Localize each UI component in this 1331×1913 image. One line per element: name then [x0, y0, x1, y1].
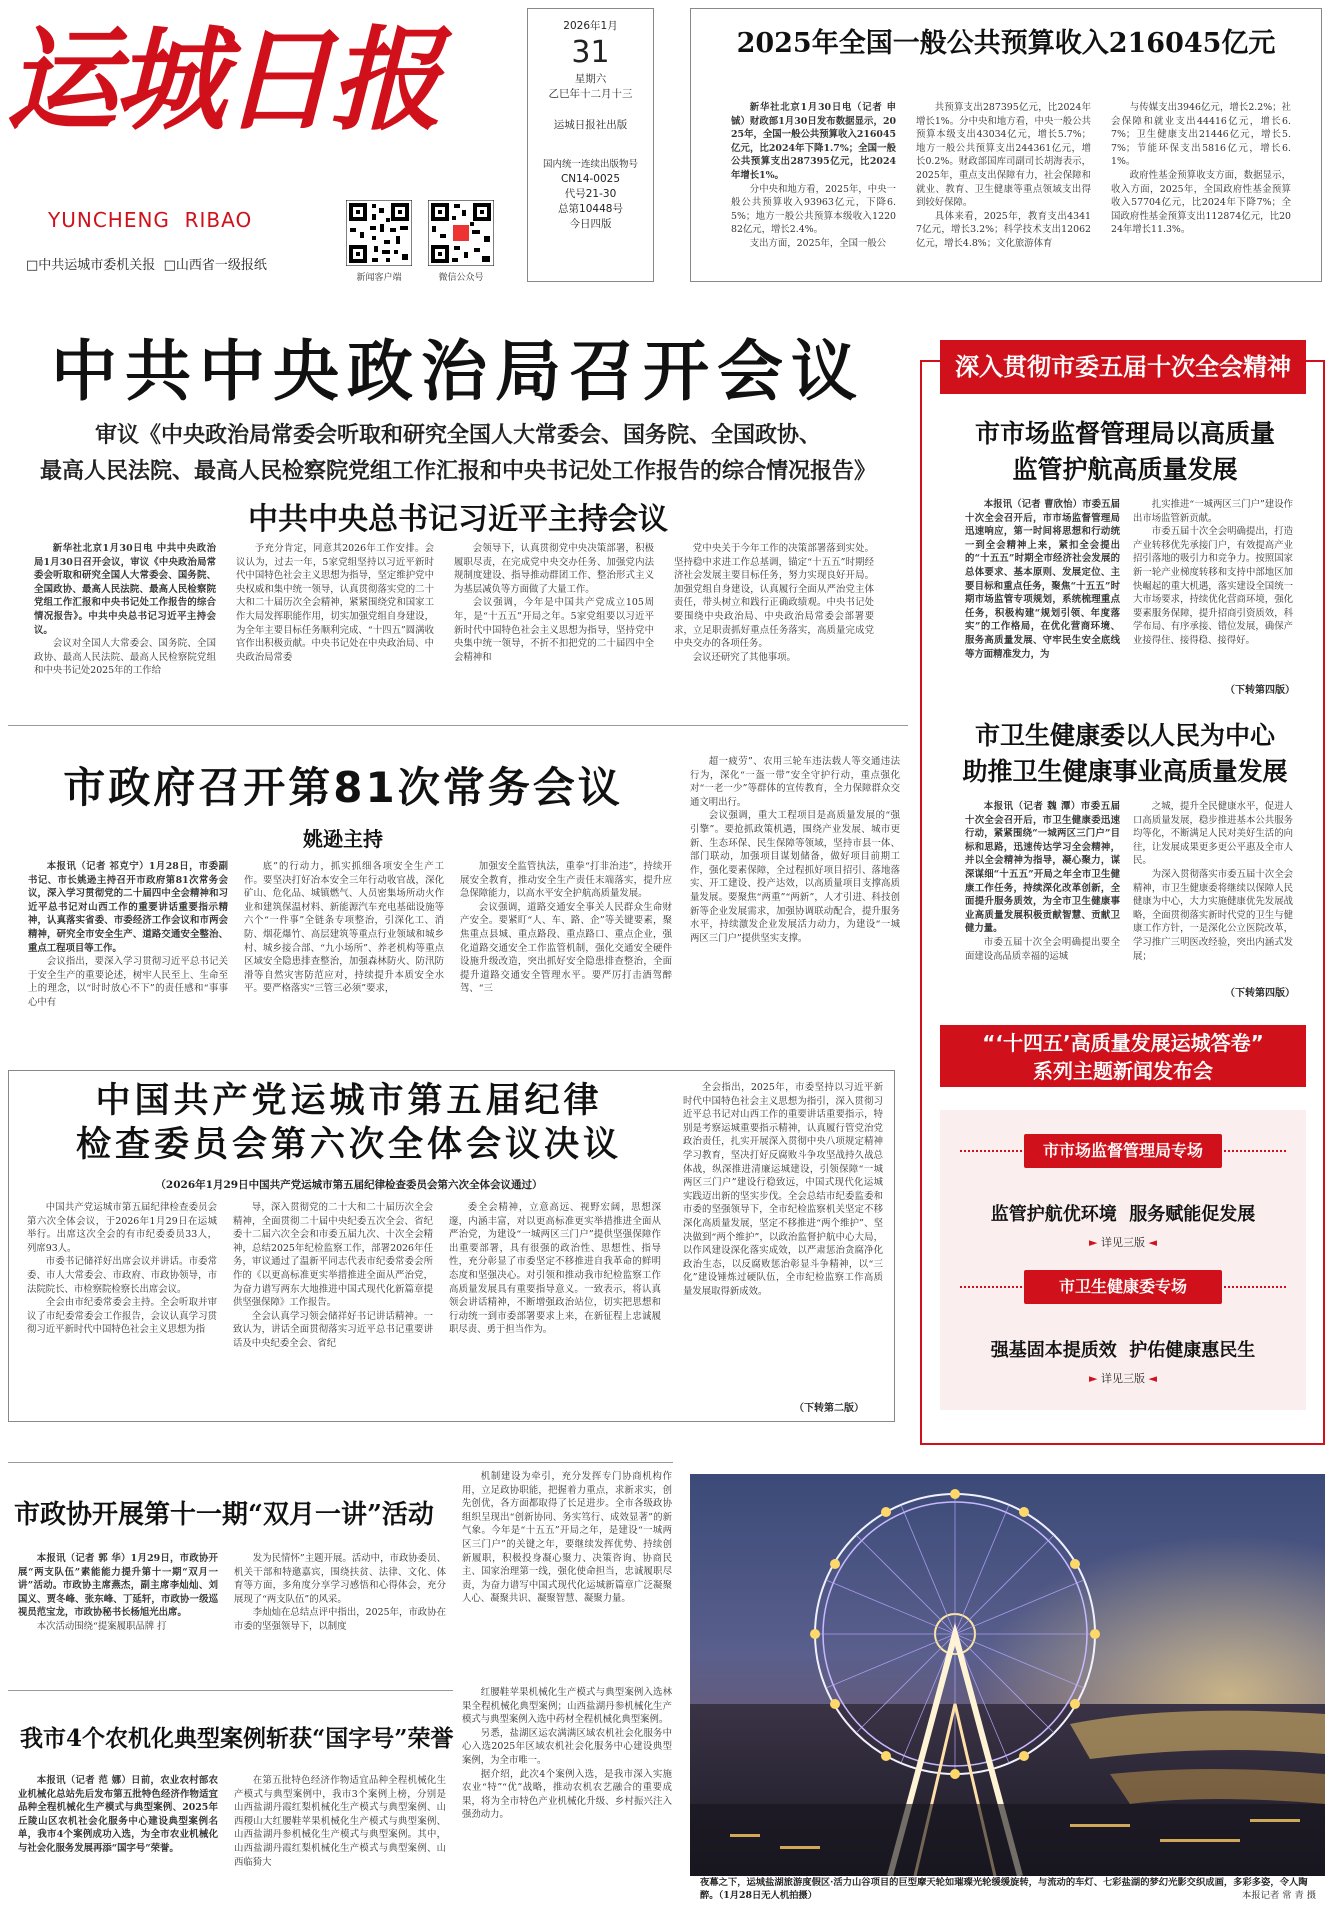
dotted-rule	[960, 1150, 1022, 1152]
discipline-col-1b: 市委书记储祥好出席会议并讲话。市委常委、市人大常委会、市政府、市政协领导，市法院院长、市检察院检察长出席会议。	[27, 1256, 217, 1295]
dotted-rule	[960, 1286, 1022, 1288]
politburo-headline: 中共中央政治局召开会议	[51, 333, 865, 410]
press-banner-line-1: “‘十四五’高质量发展运城答卷”	[982, 1031, 1264, 1055]
discipline-article	[8, 1070, 895, 1422]
politburo-col-4: 党中央关于今年工作的决策部署落到实处。坚持稳中求进工作总基调，锚定“十五五”时期经济社会发展主要目标任务，努力实现良好开局。加强党组自身建设，认真履行全面从严治党主体责任，带头树立和践行正确政绩观。中央书记处要围绕中央政治局、中央政治局常委会部署要求，立足职责抓好重点任务落实，高质量完成党中央交办的各项任务。	[674, 543, 874, 650]
health-col-2b: 为深入贯彻落实市委五届十次全会精神，市卫生健康委将继续以保障人民健康为中心，大力实施健康优先发展战略，全面贯彻落实新时代党的卫生与健康工作方针，一是深化公立医院改革，学习推广三明医改经验，突出内涵式发展；	[1133, 868, 1293, 962]
press-health-title: 强基固本提质效 护佑健康惠民生	[990, 1340, 1256, 1361]
politburo-col-2: 予充分肯定，同意其2026年工作安排。会议认为，过去一年，5家党组坚持以习近平新时代中国特色社会主义思想为指导，坚定维护党中央权威和集中统一领导，认真贯彻落实党的二十大和二十届历次全会精神，紧紧围绕党和国家工作大局发挥职能作用，切实加强党组自身建设，为全年主要目标任务顺利完成、“十四五”圆满收官作出积极贡献。中央书记处在中央政治局、中央政治局常委	[236, 543, 434, 663]
market-col-2b: 市委五届十次全会明确提出，打造产业转移优先承接门户，有效提高产业招引落地的吸引力和竞争力。按照国家新一轮产业梯度转移和支持中部地区加快崛起的重大机遇，落实建设全国统一大市场要求，持续优化营商环境，强化要素服务保障，提升招商引资质效，科学布局、有序承接、错位发展，确保产业接得住、接得稳、接得好。	[1133, 526, 1293, 646]
standing-col-1b: 会议指出，要深入学习贯彻习近平总书记关于安全生产的重要论述，树牢人民至上、生命至上的理念，以“时时放心不下”的责任感和“事事心中有	[28, 956, 228, 1008]
press-session-market: 市市场监督管理局专场	[1024, 1134, 1222, 1168]
health-col-1b: 市委五届十次全会明确提出要全面建设高品质幸福的运城	[965, 936, 1120, 962]
budget-col-1c: 支出方面，2025年，全国一般公	[749, 237, 887, 249]
qr-app[interactable]	[346, 200, 412, 283]
arrow-left-icon: ◄	[1148, 1372, 1157, 1385]
cppcc-col-1: 本报讯（记者 郭 华）1月29日，市政协开展“两支队伍”素能能力提升第十一期“双月一讲”活动。市政协主席燕杰，副主席李灿灿、刘国义、贾冬峰、张东峰、丁延轩，市政协一级巡视员范宝龙，市政协秘书长杨旭光出席。	[18, 1553, 218, 1619]
farm-col-3b: 另悉，盐湖区运农满满区域农机社会化服务中心入选2025年区域农机社会化服务中心建设典型案例，为全市唯一。	[462, 1727, 672, 1766]
masthead-pinyin: YUNCHENG RIBAO	[48, 208, 253, 232]
square-icon: □	[163, 258, 176, 273]
farm-col-2: 在第五批特色经济作物适宜品种全程机械化生产模式与典型案例中，我市3个案例上榜，分别是山西盐湖丹霞红梨机械化生产模式与典型案例、山西稷山大红腰鞋苹果机械化生产模式与典型案例、山西盐湖丹参机械化生产模式与典型案例。其中，山西盐湖丹霞红梨机械化生产模式与典型案例、山西临猗大	[234, 1775, 446, 1868]
press-panel	[940, 1110, 1306, 1410]
arrow-right-icon: ►	[1089, 1372, 1098, 1385]
photo-caption	[700, 1876, 1320, 1902]
standing-byline: 姚逊主持	[303, 827, 383, 851]
market-col-1: 本报讯（记者 曹欣怡）市委五届十次全会召开后，市市场监督管理局迅速响应，第一时间将思想和行动统一到全会精神上来，紧扣全会提出的“十五五”时期全市经济社会发展的总体要求、基本原则、发展定位、主要目标和重点任务，聚焦“十五五”时期市场监管专项规划，系统梳理重点任务，积极构建“规划引领、年度落实”的工作格局，在优化营商环境、服务高质量发展、守牢民生安全底线等方面精准发力，为	[965, 499, 1120, 660]
health-title-1: 市卫生健康委以人民为中心	[974, 721, 1275, 750]
photo-credit: 本报记者 常 青 摄	[1242, 1890, 1316, 1901]
arrow-left-icon: ◄	[1148, 1236, 1157, 1249]
ferris-wheel-photo	[690, 1474, 1325, 1876]
press-health-see-label: 详见三版	[1101, 1372, 1145, 1385]
politburo-subtitle-1: 审议《中央政治局常委会听取和研究全国人大常委会、国务院、全国政协、	[94, 422, 821, 448]
politburo-subtitle-2: 最高人民法院、最高人民检察院党组工作汇报和中央书记处工作报告的综合情况报告》	[39, 458, 876, 484]
standing-col-2: 底”的行动力，抓实抓细各项安全生产工作。要坚决打好冶本安全三年行动收官战，深化矿山、危化品、城镇燃气、人员密集场所动火作业和建筑保温材料、新能源汽车充电基础设施等六个“一件事”全链条专项整治，引深化工、消防、烟花爆竹、高层建筑等重点行业领域和城乡村、城乡接合部、“九小场所”、养老机构等重点区域安全隐患排查整治，加强森林防火、防汛防滑等自然灾害防范应对，持续提升本质安全水平。要严格落实“三管三必须”要求，	[244, 861, 444, 995]
farm-article	[8, 1682, 678, 1912]
qr-wechat[interactable]	[428, 200, 494, 283]
date-lunar: 乙巳年十二月十三	[548, 88, 633, 100]
budget-article	[690, 8, 1322, 282]
cppcc-col-3: 机制建设为牵引，充分发挥专门协商机构作用，立足政协职能，把握着力重点，求新求实，创先创优，各方面都取得了长足进步。全市各级政协组织呈现出“创新协同、务实笃行、成效显著”的新气象。今年是“十五五”开局之年，是建设“一城两区三门户”的关键之年，要继续发挥优势、持续创新履职，积极投身凝心聚力、决策咨询、协商民主、国家治理第一线，强化使命担当，忠诚履职尽责，为奋力谱写中国式现代化运城新篇章广泛凝聚人心、凝聚共识、凝聚智慧、凝聚力量。	[462, 1471, 672, 1605]
discipline-col-4: 全会指出，2025年，市委坚持以习近平新时代中国特色社会主义思想为指引，深入贯彻习近平总书记对山西工作的重要讲话重要指示，特别是考察运城重要指示精神，认真履行管党治党政治责任，扎实开展深入贯彻中央八项规定精神学习教育，坚决打好反腐败斗争攻坚战持久战总体战，纵深推进清廉运城建设，引领保障“一城两区三门户”建设行稳致远，中国式现代化运城实践迈出新的坚实步伐。全会总结市纪委监委和市委的坚强领导下，全市纪检监察机关坚定不移深化高质量发展，坚定不移推进“两个维护”、坚决做到“两个维护”，以政治监督护航中心大局，以作风建设深化落实成效，以严肃惩治贪腐净化政治生态，以反腐败惩治彰显斗争精神，以“三化”建设锤炼过硬队伍，全市纪检监察工作高质量发展取得新成效。	[683, 1082, 883, 1297]
market-col-2: 扎实推进“一城两区三门户”建设作出市场监管新贡献。	[1133, 499, 1293, 524]
theme-banner: 深入贯彻市委五届十次全会精神	[940, 340, 1306, 394]
standing-article	[8, 735, 913, 1055]
standing-col-3b: 会议强调，道路交通安全事关人民群众生命财产安全。要紧盯“人、车、路、企”等关键要素，聚焦重点县城、重点路段、重点路口、重点企业，强化道路交通安全工作监管机制，强化交通安全硬件设施升级改造，突出抓好安全隐患排查整治，全面提升道路交通安全管理水平。要严厉打击酒驾醉驾、“三	[460, 901, 672, 995]
publisher: 运城日报社出版	[553, 119, 628, 131]
qr-wechat-caption: 微信公众号	[438, 273, 484, 283]
farm-col-3: 红腰鞋苹果机械化生产模式与典型案例入选林果全程机械化典型案例；山西盐湖丹参机械化生产模式与典型案例入选中药材全程机械化典型案例。	[462, 1687, 672, 1726]
masthead-tag-1: 中共运城市委机关报	[38, 258, 156, 273]
press-banner-line-2: 系列主题新闻发布会	[1033, 1059, 1213, 1083]
politburo-subtitle-3: 中共中央总书记习近平主持会议	[248, 502, 668, 537]
press-market-see-label: 详见三版	[1101, 1236, 1145, 1249]
discipline-col-2b: 全会认真学习领会储祥好书记讲话精神。一致认为，讲话全面贯彻落实习近平总书记重要讲话及中央纪委全会、省纪	[233, 1310, 433, 1349]
serial-label: 国内统一连续出版物号	[542, 159, 638, 170]
square-icon: □	[26, 258, 39, 273]
politburo-article	[8, 320, 908, 715]
health-title-2: 助推卫生健康事业高质量发展	[962, 757, 1288, 786]
date-weekday: 星期六	[574, 73, 607, 85]
standing-col-3: 加强安全监管执法，重拳“打非治违”，持续开展安全教育，推动安全生产责任末端落实，提升应急保障能力，以高水平安全护航高质量发展。	[460, 861, 672, 900]
discipline-col-1c: 全会由市纪委常委会主持。全会听取并审议了市纪委常委会工作报告，会议认真学习贯彻习近平新时代中国特色社会主义思想为指	[27, 1297, 217, 1336]
politburo-col-3b: 会议强调，今年是中国共产党成立105周年，是“十五五”开局之年。5家党组要以习近平新时代中国特色社会主义思想为指导，坚持党中央集中统一领导，不折不扣把党的二十届四中全会精神和	[454, 597, 654, 663]
masthead-tag-2: 山西省一级报纸	[175, 258, 267, 273]
qr-code-icon	[428, 200, 494, 266]
budget-col-2b: 具体来看，2025年，教育支出43417亿元，增长3.2%；科学技术支出12062亿元，增长4.8%；文化旅游体育	[916, 210, 1091, 249]
health-col-1: 本报讯（记者 魏 潭）市委五届十次全会召开后，市卫生健康委迅速行动，紧紧围绕“一城两区三门户”目标和思路，迅速传达学习全会精神，并以全会精神为指导，凝心聚力，谋深谋细“十五五”开局之年全市卫生健康工作任务，持续深化改革创新，全面提升服务质效，为全市卫生健康事业高质量发展积极贡献智慧、贡献卫健力量。	[965, 801, 1120, 935]
serial-cn: CN14-0025	[560, 173, 621, 185]
issue-number: 总第10448号	[558, 203, 623, 215]
cppcc-headline: 市政协开展第十一期“双月一讲”活动	[14, 1500, 434, 1530]
cppcc-col-2b: 李灿灿在总结点评中指出，2025年，市政协在市委的坚强领导下，以制度	[234, 1607, 446, 1632]
cppcc-col-2: 发为民情怀”主题开展。活动中，市政协委员、机关干部和特邀嘉宾，围绕扶贫、法律、文化、体育等方面，多角度分享学习感悟和心得体会，充分展现了“两支队伍”的风采。	[234, 1553, 446, 1605]
budget-col-1: 新华社北京1月30日电（记者 申 铖）财政部1月30日发布数据显示，2025年，全国一般公共预算收入216045亿元，比2024年下降1.7%；全国一般公共预算支出287395亿元，比2024年增长1%。	[731, 102, 896, 181]
market-article	[935, 410, 1315, 710]
budget-col-3: 与传媒支出3946亿元，增长2.2%；社会保障和就业支出44416亿元，增长6.7%；卫生健康支出21446亿元，增长5.7%；节能环保支出5816亿元，增长6.1%。	[1111, 102, 1291, 168]
health-continued: （下转第四版）	[1225, 988, 1295, 999]
qr-app-caption: 新闻客户端	[356, 273, 402, 283]
ferris-wheel-image	[690, 1474, 1325, 1876]
health-col-2: 之城，提升全民健康水平，促进人口高质量发展，稳步推进基本公共服务均等化，不断满足人民对美好生活的向往，让发展成果更多更公平惠及全市人民。	[1133, 801, 1293, 867]
standing-headline: 市政府召开第81次常务会议	[63, 763, 623, 812]
discipline-continued: （下转第二版）	[794, 1403, 864, 1414]
discipline-col-3: 委全会精神，立意高远、视野宏阔，思想深邃，内涵丰富，对以更高标准更实举措推进全面从严治党，为建设“一城两区三门户”提供坚强保障作出重要部署，具有很强的政治性、思想性、指导性，充分彰显了市委坚定不移推进自我革命的鲜明态度和坚强决心。对引领和推动我市纪检监察工作高质量发展具有重要指导意义。一致表示，将认真领会讲话精神，不断增强政治站位，切实把思想和行动统一到市委部署要求上来，在新征程上忠诚履职尽责、勇于担当作为。	[449, 1202, 661, 1336]
budget-col-3b: 政府性基金预算收支方面，数据显示，收入方面，2025年，全国政府性基金预算收入57704亿元，比2024年下降7%；全国政府性基金预算支出112874亿元，比2024年增长11.3%。	[1111, 169, 1291, 236]
press-market-title: 监管护航优环境 服务赋能促发展	[990, 1204, 1256, 1225]
date-day: 31	[571, 35, 610, 70]
politburo-col-1b: 会议对全国人大常委会、国务院、全国政协、最高人民法院、最高人民检察院党组和中央书记处2025年的工作给	[34, 638, 216, 677]
press-market-see[interactable]	[940, 1234, 1306, 1250]
dotted-rule	[1224, 1150, 1286, 1152]
standing-col-4b: 会议强调，重大工程项目是高质量发展的“强引擎”。要抢抓政策机遇，围绕产业发展、城市更新、生态环保、民生保障等领域，坚持市县一体、部门联动，加强项目谋划储备，做好项目前期工作，强化要素保障，全过程抓好项目招引、落地落实、开工建设、投产达效，以高质量项目支撑高质量发展。要聚焦“两重”“两新”，人才引进、科技创新等企业发展需求，加强协调联动配合，提升服务水平，持续激发企业发展活力动力，为建设“一城两区三门户”提供坚实支撑。	[690, 810, 900, 944]
discipline-headline-2: 检查委员会第六次全体会议决议	[75, 1125, 622, 1165]
date-year-month: 2026年1月	[563, 20, 618, 32]
divider	[8, 1462, 673, 1463]
press-banner	[940, 1025, 1306, 1087]
press-session-health: 市卫生健康委专场	[1024, 1270, 1222, 1304]
farm-headline: 我市4个农机化典型案例斩获“国字号”荣誉	[20, 1725, 454, 1752]
discipline-headline-1: 中国共产党运城市第五届纪律	[95, 1081, 603, 1121]
cppcc-col-1b: 本次活动围绕“提案履职品牌 打	[36, 1620, 167, 1632]
postal-code: 代号21-30	[564, 188, 617, 200]
farm-col-3c: 据介绍，此次4个案例入选，是我市深入实施农业“特”“优”战略，推动农机农艺融合的重要成果，将为全市特色产业机械化升级、乡村振兴注入强劲动力。	[462, 1768, 672, 1821]
farm-col-1: 本报讯（记者 范 娜）日前，农业农村部农业机械化总站先后发布第五批特色经济作物适宜品种全程机械化生产模式与典型案例、2025年丘陵山区农机社会化服务中心建设典型案例名单，我市4个案例成功入选，为全市农业机械化与社会化服务发展再添“国字号”荣誉。	[18, 1775, 218, 1854]
photo-caption-text: 夜幕之下，运城盐湖旅游度假区·活力山谷项目的巨型摩天轮如璀璨光轮缓缓旋转，与流动的车灯、七彩盐湖的梦幻光影交织成画，多彩多姿，令人陶醉。（1月28日无人机拍摄）	[700, 1877, 1308, 1901]
budget-headline: 2025年全国一般公共预算收入216045亿元	[736, 28, 1276, 59]
discipline-col-2: 导，深入贯彻党的二十大和二十届历次全会精神，全面贯彻二十届中央纪委五次全会、省纪委十二届六次全会和市委五届九次、十次全会精神，总结2025年纪检监察工作，部署2026年任务，审议通过了温新平同志代表市纪委常委会所作的《以更高标准更实举措推进全面从严治党，为奋力谱写两东大地推进中国式现代化新篇章提供坚强保障》工作报告。	[233, 1202, 433, 1309]
qr-code-icon	[346, 200, 412, 266]
budget-col-1b: 分中央和地方看，2025年，中央一般公共预算收入93963亿元，下降6.5%；地方一般公共预算本级收入122082亿元，增长2.4%。	[731, 183, 896, 236]
dotted-rule	[1224, 1286, 1286, 1288]
dateline-box	[527, 8, 654, 282]
masthead-tags	[26, 254, 267, 273]
politburo-col-3: 会领导下，认真贯彻党中央决策部署，积极履职尽责，在完成党中央交办任务、加强党内法规制度建设、指导推动群团工作、整治形式主义为基层减负等方面做了大量工作。	[454, 543, 654, 595]
discipline-col-1: 中国共产党运城市第五届纪律检查委员会第六次全体会议，于2026年1月29日在运城举行。出席这次全会的有市纪委委员33人，列席93人。	[27, 1202, 217, 1254]
cppcc-article	[8, 1470, 678, 1685]
budget-col-2: 共预算支出287395亿元，比2024年增长1%。分中央和地方看，中央一般公共预算本级支出43034亿元，增长5.7%；地方一般公共预算支出244361亿元，增长0.2%。财政部国库司副司长胡海表示，2025年，重点支出保障有力，社会保障和就业、教育、卫生健康等重点领域支出得到较好保障。	[916, 102, 1091, 209]
discipline-dateline: （2026年1月29日中国共产党运城市第五届纪律检查委员会第六次全体会议通过）	[155, 1179, 543, 1191]
market-title-2: 监管护航高质量发展	[1012, 455, 1238, 484]
health-article	[935, 718, 1315, 1008]
page-count: 今日四版	[569, 218, 612, 230]
politburo-col-4b: 会议还研究了其他事项。	[692, 651, 796, 663]
market-continued: （下转第四版）	[1225, 685, 1295, 696]
arrow-right-icon: ►	[1089, 1236, 1098, 1249]
market-title-1: 市市场监督管理局以高质量	[974, 419, 1275, 448]
press-health-see[interactable]	[940, 1370, 1306, 1386]
divider	[8, 725, 908, 726]
standing-col-4: 超一疲劳”、农用三轮车违法载人等交通违法行为，深化“一盔一带”安全守护行动，重点强化对“一老一少”等群体的宣传教育，全力保障群众交通文明出行。	[690, 756, 900, 808]
politburo-col-1: 新华社北京1月30日电 中共中央政治局1月30日召开会议，审议《中央政治局常委会听取和研究全国人大常委会、国务院、全国政协、最高人民法院、最高人民检察院党组工作汇报和中央书记处工作报告的综合情况报告》。中共中央总书记习近平主持会议。	[34, 543, 216, 636]
standing-col-1: 本报讯（记者 祁克宁）1月28日，市委副书记、市长姚逊主持召开市政府第81次常务会议，深入学习贯彻党的二十届四中全会精神和习近平总书记对山西工作的重要讲话重要指示精神，认真落实省委、市委经济工作会议和市两会精神，研究全市安全生产、道路交通安全整治、重点工程项目等工作。	[28, 861, 228, 954]
masthead-title: 运城日报	[6, 15, 438, 146]
